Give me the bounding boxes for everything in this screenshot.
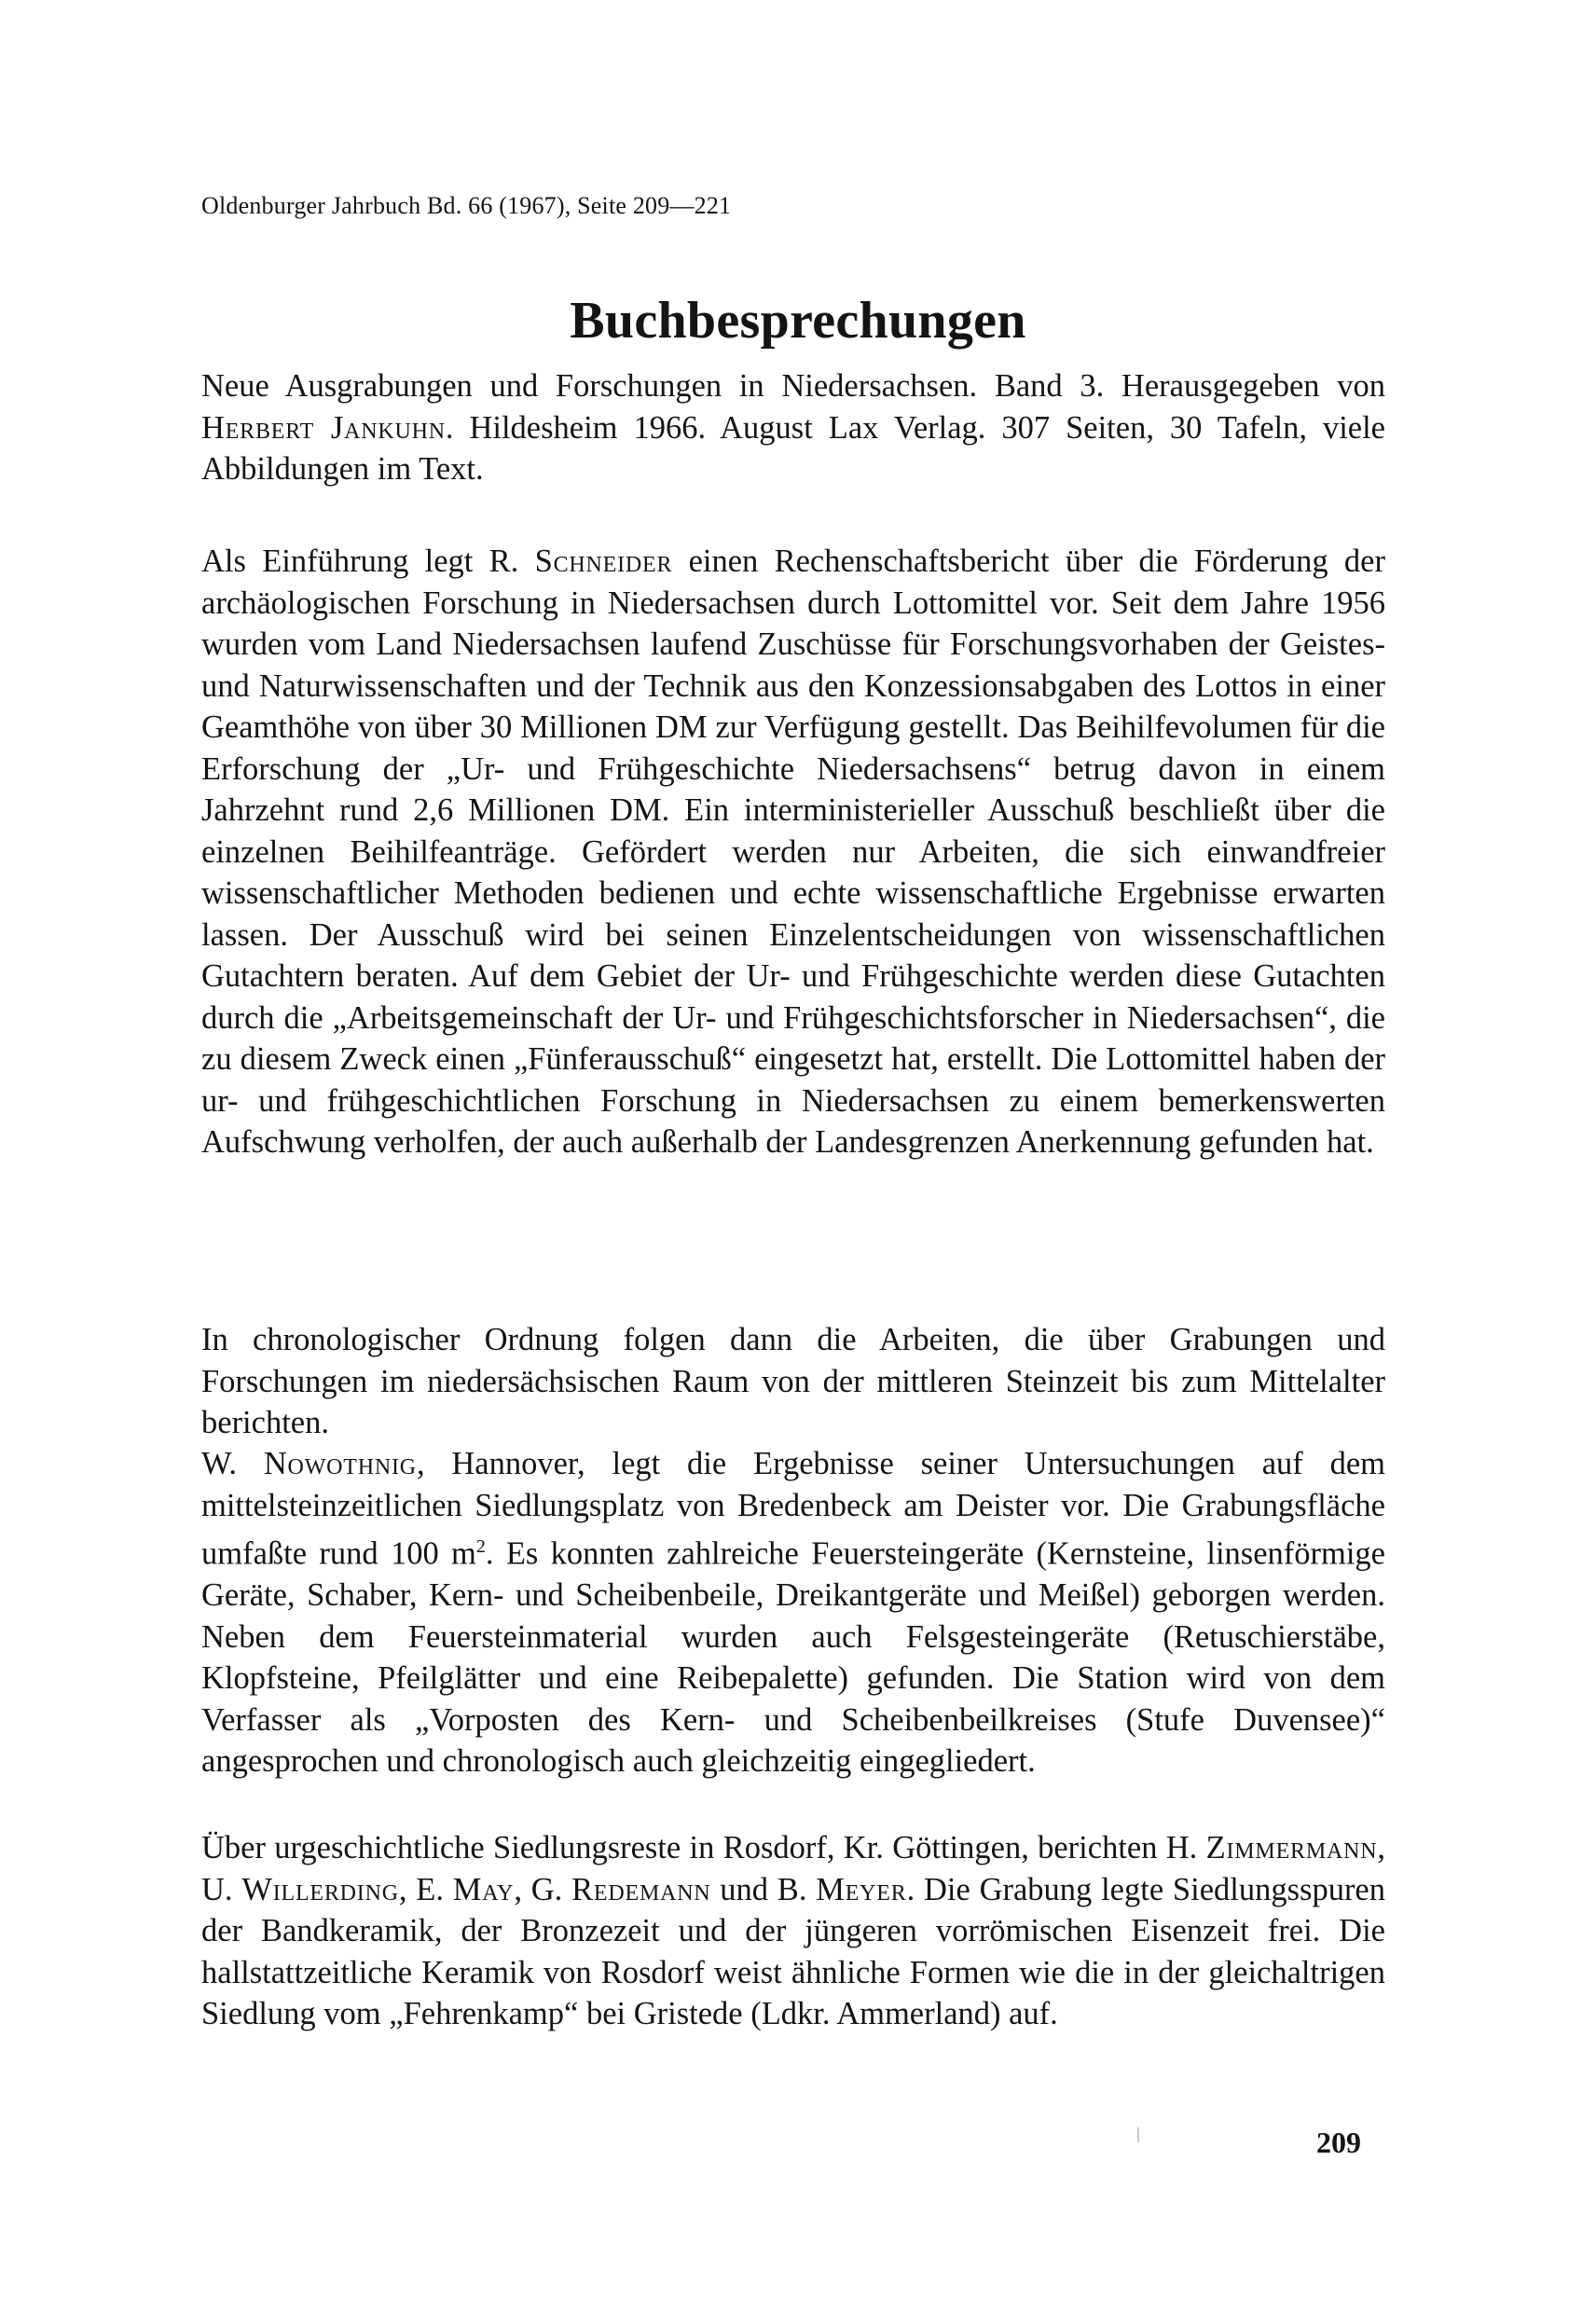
paragraph-text: In chronologischer Ordnung folgen dann die Arbeiten, die über Grabungen und Forschungen im niedersächsischen Raum von der mittleren Steinzeit bis zum Mittelalter berichten. — [201, 1322, 1385, 1440]
separator-text: , E. — [398, 1871, 453, 1907]
author-name: Willerding — [241, 1871, 399, 1907]
superscript: 2 — [475, 1536, 486, 1557]
separator-text: , U. — [201, 1830, 1385, 1907]
review-paragraph-2 — [201, 1319, 1385, 1444]
scan-artifact — [1137, 2127, 1139, 2142]
reference-text: Neue Ausgrabungen und Forschungen in Niedersachsen. Band 3. Herausgegeben von — [201, 368, 1385, 404]
author-name: May — [452, 1871, 515, 1907]
author-name: Nowothnig — [263, 1446, 417, 1481]
author-name: Meyer — [816, 1871, 907, 1907]
paragraph-text: W. — [201, 1446, 264, 1481]
running-head: Oldenburger Jahrbuch Bd. 66 (1967), Seite 209—221 — [201, 192, 732, 219]
review-paragraph-1 — [201, 541, 1385, 1163]
paragraph-text: Über urgeschichtliche Siedlungsreste in Rosdorf, Kr. Göttingen, berichten H. — [201, 1830, 1206, 1865]
author-name: Redemann — [571, 1871, 711, 1907]
page-title: Buchbesprechungen — [570, 292, 1026, 350]
paragraph-text: , Hannover, legt die Ergebnisse seiner Untersuchungen auf dem mittelsteinzeitlichen Siedlungsplatz von Bredenbeck am Deister vor. Die Grabungsfläche umfaßte rund 100 m — [201, 1446, 1385, 1572]
paragraph-text: einen Rechenschaftsbericht über die Förderung der archäologischen Forschung in Niedersachsen durch Lottomittel vor. Seit dem Jahre 1956 wurden vom Land Niedersachsen laufend Zuschüsse für Forschungsvorhaben der Geistes- und Naturwissenschaften und der Technik aus den Konzessionsabgaben des Lottos in einer Geamthöhe von über 30 Millionen DM zur Verfügung gestellt. Das Beihilfevolumen für die Erforschung der „Ur- und Frühgeschichte Niedersachsens“ betrug davon in einem Jahrzehnt rund 2,6 Millionen DM. Ein interministerieller Ausschuß beschließt über die einzelnen Beihilfeanträge. Gefördert werden nur Arbeiten, die sich einwandfreier wissenschaftlicher Methoden bedienen und echte wissenschaftliche Ergebnisse erwarten lassen. Der Ausschuß wird bei seinen Einzelentscheidungen von wissenschaftlichen Gutachtern beraten. Auf dem Gebiet der Ur- und Frühgeschichte werden diese Gutachten durch die „Arbeitsgemeinschaft der Ur- und Frühgeschichtsforscher in Niedersachsen“, die zu diesem Zweck einen „Fünferausschuß“ eingesetzt hat, erstellt. Die Lottomittel haben der ur- und frühgeschichtlichen Forschung in Niedersachsen zu einem bemerkenswerten Aufschwung verholfen, der auch außerhalb der Landesgrenzen Anerkennung gefunden hat. — [201, 544, 1385, 1160]
paragraph-text: . Die Grabung legte Siedlungsspuren der Bandkeramik, der Bronzezeit und der jüngeren vorrömischen Eisenzeit frei. Die hallstattzeitliche Keramik von Rosdorf weist ähnliche Formen wie die in der gleichaltrigen Siedlung vom „Fehrenkamp“ bei Gristede (Ldkr. Ammerland) auf. — [201, 1871, 1385, 2031]
page-number: 209 — [1316, 2126, 1361, 2159]
book-reference — [201, 365, 1385, 490]
separator-text: und B. — [710, 1871, 817, 1907]
paragraph-text: Als Einführung legt R. — [201, 544, 535, 579]
editor-name: Herbert Jankuhn — [201, 409, 446, 446]
author-name: Zimmermann — [1205, 1830, 1378, 1865]
author-name: Schneider — [534, 544, 673, 579]
separator-text: , G. — [514, 1871, 572, 1907]
review-paragraph-3 — [201, 1443, 1385, 1782]
paragraph-text: . Es konnten zahlreiche Feuersteingeräte (Kernsteine, linsenförmige Geräte, Schaber, Kern- und Scheibenbeile, Dreikantgeräte und Meißel) geborgen werden. Neben dem Feuersteinmaterial wurden auch Felsgesteingeräte (Retuschierstäbe, Klopfsteine, Pfeilglätter und eine Reibepalette) gefunden. Die Station wird von dem Verfasser als „Vorposten des Kern- und Scheibenbeilkreises (Stufe Duvensee)“ angesprochen und chronologisch auch gleichzeitig eingegliedert. — [201, 1535, 1385, 1779]
reference-text: . Hildesheim 1966. August Lax Verlag. 307 Seiten, 30 Tafeln, viele Abbildungen im Text. — [201, 409, 1385, 487]
review-paragraph-4 — [201, 1827, 1385, 2035]
